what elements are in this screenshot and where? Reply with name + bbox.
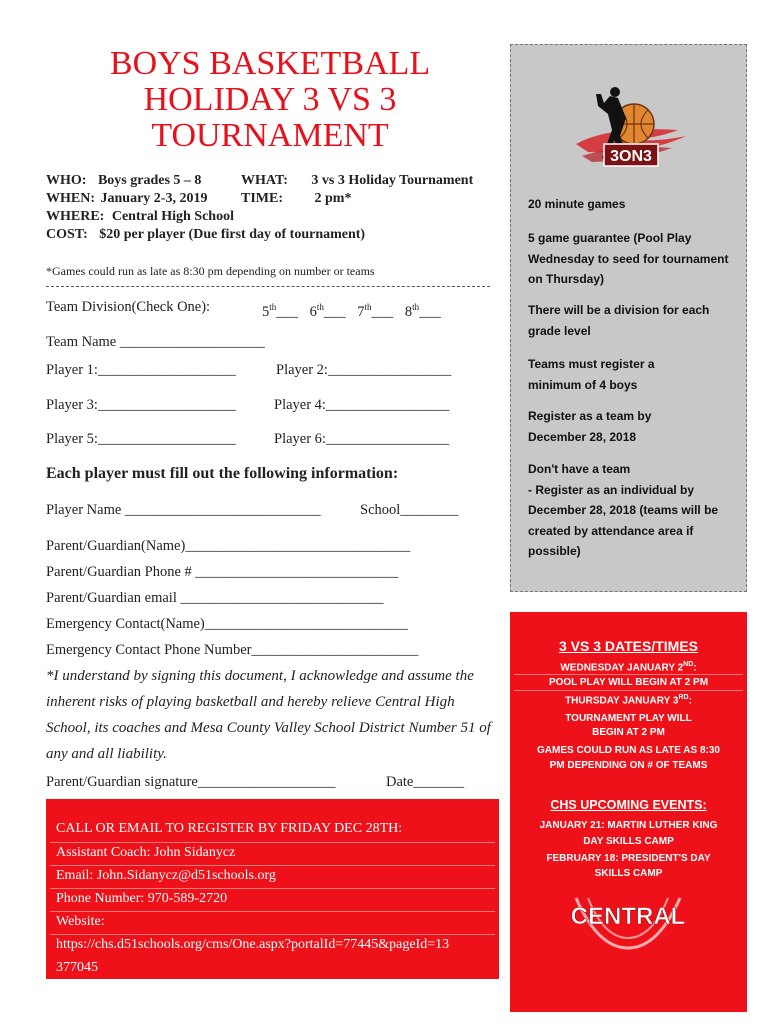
signature-field[interactable]: Parent/Guardian signature___________________ (46, 774, 336, 790)
phone-line: Phone Number: 970-589-2720 (56, 891, 228, 906)
no-team-heading: Don't have a team (528, 462, 631, 476)
date-field[interactable]: Date_______ (386, 774, 465, 790)
event-mlk-line-1: JANUARY 21: MARTIN LUTHER KING (539, 820, 718, 831)
player-4-field[interactable]: Player 4:_________________ (274, 397, 450, 413)
title-line-1: BOYS BASKETBALL (109, 45, 431, 82)
team-name-label: Team Name (46, 334, 117, 350)
parent-phone-field[interactable]: Parent/Guardian Phone # ____________________________ (46, 564, 399, 580)
division-checkboxes[interactable] (262, 298, 441, 321)
team-division-label: Team Division(Check One): (46, 299, 211, 315)
what-value: 3 vs 3 Holiday Tournament (311, 173, 474, 188)
divider (50, 934, 495, 935)
sidebar-item-duration: 20 minute games (528, 197, 626, 211)
when-row (46, 190, 207, 208)
cost-value: $20 per player (Due first day of tournament) (99, 227, 366, 242)
time-label: TIME: (241, 191, 283, 206)
player-3-field[interactable]: Player 3:___________________ (46, 397, 236, 413)
where-value: Central High School (111, 209, 234, 224)
player-name-field[interactable]: Player Name ___________________________ (46, 502, 321, 518)
grade-5-option[interactable]: 5th___ (262, 302, 299, 320)
liability-waiver: *I understand by signing this document, I acknowledge and assume the inherent risks of playing basketball and hereby relieve Central High School, its coaches and Mesa County Valley School District Number 51 of any and all liability. (46, 668, 491, 762)
coach-line: Assistant Coach: John Sidanycz (56, 845, 236, 860)
event-presidents-line-2: SKILLS CAMP (594, 868, 663, 879)
divider (50, 911, 495, 912)
divider (514, 690, 743, 691)
dashed-divider (46, 286, 490, 287)
tournament-play-line-1: TOURNAMENT PLAY WILL (565, 713, 692, 724)
logo-text: 3ON3 (610, 148, 652, 165)
sidebar-item-divisions: There will be a division for each grade level (528, 303, 710, 338)
sidebar-item-deadline: Register as a team by December 28, 2018 (528, 409, 652, 444)
call-heading: CALL OR EMAIL TO REGISTER BY FRIDAY DEC 28TH: (56, 821, 403, 836)
who-row (46, 172, 201, 190)
website-label: Website: (56, 914, 105, 929)
what-row (241, 172, 473, 190)
sidebar-item-minimum: Teams must register a minimum of 4 boys (528, 357, 655, 392)
player-5-field[interactable]: Player 5:___________________ (46, 431, 236, 447)
player-6-field[interactable]: Player 6:_________________ (274, 431, 450, 447)
divider (50, 888, 495, 889)
divider (514, 674, 743, 675)
school-field[interactable]: School________ (360, 502, 459, 518)
emergency-phone-field[interactable]: Emergency Contact Phone Number_______________________ (46, 642, 419, 658)
wednesday-line: WEDNESDAY JANUARY 2ND: (560, 661, 697, 674)
events-heading: CHS UPCOMING EVENTS: (550, 798, 707, 812)
title-line-2: HOLIDAY 3 VS 3 (143, 81, 397, 118)
when-label: WHEN: (46, 191, 95, 206)
team-name-field[interactable]: Team Name ____________________ (46, 334, 265, 350)
where-row (46, 208, 234, 226)
pool-play-line: POOL PLAY WILL BEGIN AT 2 PM (548, 677, 709, 688)
what-label: WHAT: (241, 173, 288, 188)
event-presidents-line-1: FEBRUARY 18: PRESIDENT'S DAY (546, 853, 711, 864)
website-url-line-2[interactable]: 377045 (56, 960, 98, 975)
central-logo-text: CENTRAL (570, 903, 686, 930)
3on3-logo (568, 84, 690, 184)
event-mlk-line-2: DAY SKILLS CAMP (583, 836, 674, 847)
late-games-note: *Games could run as late as 8:30 pm depending on number or teams (46, 264, 375, 278)
website-url-line-1[interactable]: https://chs.d51schools.org/cms/One.aspx?portalId=77445&pageId=13 (56, 937, 450, 952)
divider (50, 865, 495, 866)
late-games-line-1: GAMES COULD RUN AS LATE AS 8:30 (537, 745, 720, 756)
grade-6-option[interactable]: 6th___ (309, 302, 346, 320)
tournament-play-line-2: BEGIN AT 2 PM (592, 727, 665, 738)
email-line[interactable]: Email: John.Sidanycz@d51schools.org (56, 868, 276, 883)
cost-row (46, 226, 365, 244)
grade-7-option[interactable]: 7th___ (357, 302, 394, 320)
title-line-3: TOURNAMENT (151, 117, 389, 154)
emergency-contact-field[interactable]: Emergency Contact(Name)____________________________ (46, 616, 408, 632)
dates-heading: 3 VS 3 DATES/TIMES (559, 638, 698, 654)
who-label: WHO: (46, 173, 87, 188)
sidebar-item-guarantee: 5 game guarantee (Pool Play Wednesday to seed for tournament on Thursday) (528, 231, 729, 286)
each-player-heading: Each player must fill out the following information: (46, 465, 399, 482)
thursday-line: THURSDAY JANUARY 3RD: (565, 694, 692, 707)
who-value: Boys grades 5 – 8 (97, 173, 202, 188)
where-label: WHERE: (46, 209, 105, 224)
central-logo (568, 888, 688, 954)
when-value: January 2-3, 2019 (100, 191, 208, 206)
late-games-line-2: PM DEPENDING ON # OF TEAMS (549, 760, 708, 771)
cost-label: COST: (46, 227, 88, 242)
player-1-field[interactable]: Player 1:___________________ (46, 362, 236, 378)
divider (50, 842, 495, 843)
grade-8-option[interactable]: 8th___ (404, 302, 441, 320)
time-value: 2 pm* (314, 191, 352, 206)
time-row (241, 190, 351, 208)
sidebar-item-no-team (528, 459, 738, 562)
parent-email-field[interactable]: Parent/Guardian email ____________________________ (46, 590, 384, 606)
page-title (45, 46, 495, 154)
parent-name-field[interactable]: Parent/Guardian(Name)_______________________________ (46, 538, 411, 554)
player-2-field[interactable]: Player 2:_________________ (276, 362, 452, 378)
no-team-details: - Register as an individual by December 28, 2018 (teams will be created by attendance area if possible) (528, 482, 719, 558)
